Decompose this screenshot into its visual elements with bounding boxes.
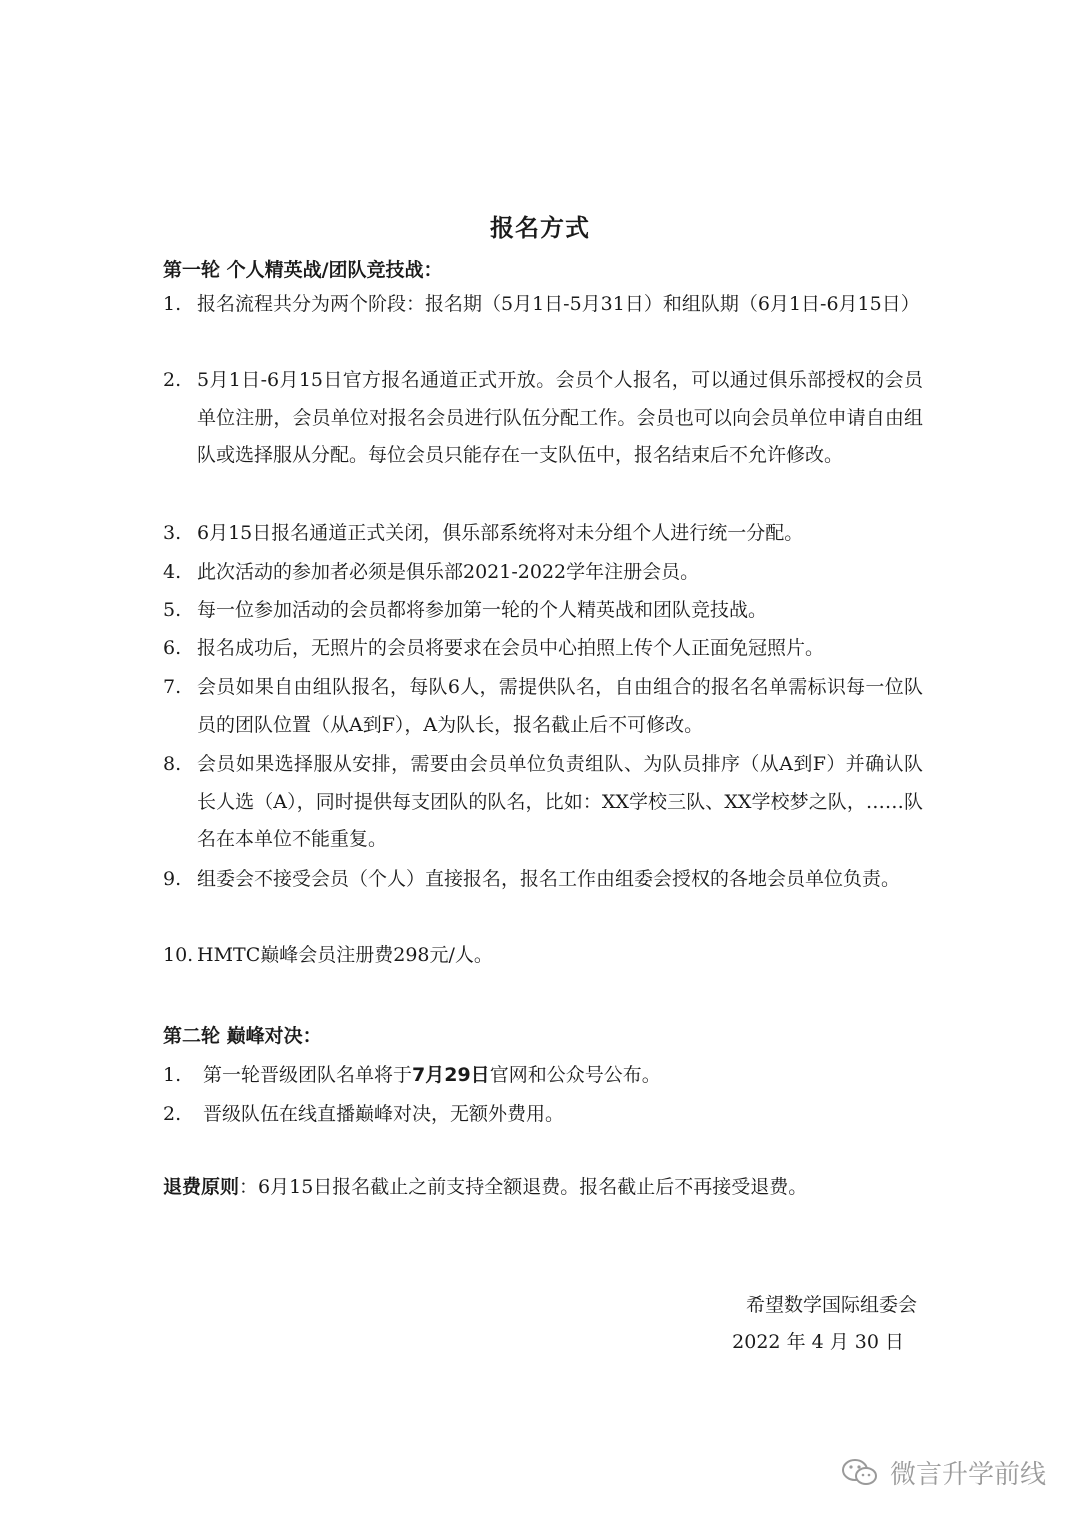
item-text: HMTC巅峰会员注册费298元/人。: [197, 944, 493, 966]
list-item: [163, 1099, 564, 1126]
list-item: [163, 630, 923, 668]
list-item: [163, 554, 923, 592]
item-number: 9.: [163, 868, 182, 890]
list-item: [163, 669, 923, 744]
item-number: 7.: [163, 676, 182, 698]
wechat-icon: [840, 1457, 880, 1489]
announce-date: 7月29日: [412, 1064, 490, 1086]
list-item: [163, 362, 923, 475]
list-item: [163, 515, 923, 553]
round2-heading: 第二轮 巅峰对决：: [163, 1025, 322, 1047]
signature-date: 2022 年 4 月 30 日: [732, 1331, 904, 1353]
item-text: 5月1日-6月15日官方报名通道正式开放。会员个人报名，可以通过俱乐部授权的会员单位注册，会员单位对报名会员进行队伍分配工作。会员也可以向会员单位申请自由组队或选择服从分配。每位会员只能存在一支队伍中，报名结束后不允许修改。: [197, 369, 923, 466]
item-text: 晋级队伍在线直播巅峰对决，无额外费用。: [203, 1103, 565, 1125]
list-item: [163, 1060, 661, 1087]
item-text: 6月15日报名通道正式关闭，俱乐部系统将对未分组个人进行统一分配。: [197, 522, 804, 544]
refund-text: ：6月15日报名截止之前支持全额退费。报名截止后不再接受退费。: [239, 1176, 808, 1198]
list-item: [163, 286, 923, 324]
refund-policy: [163, 1172, 807, 1199]
item-text: 此次活动的参加者必须是俱乐部2021-2022学年注册会员。: [197, 561, 700, 583]
list-item: [163, 592, 923, 630]
item-number: 10.: [163, 944, 194, 966]
item-number: 2.: [163, 1103, 182, 1125]
refund-label: 退费原则: [163, 1176, 240, 1198]
item-text: 每一位参加活动的会员都将参加第一轮的个人精英战和团队竞技战。: [197, 599, 768, 621]
item-text: 报名成功后，无照片的会员将要求在会员中心拍照上传个人正面免冠照片。: [197, 637, 825, 659]
round1-heading: 第一轮 个人精英战/团队竞技战：: [163, 259, 443, 281]
item-text: 组委会不接受会员（个人）直接报名，报名工作由组委会授权的各地会员单位负责。: [197, 868, 901, 890]
item-number: 5.: [163, 599, 182, 621]
item-number: 8.: [163, 753, 182, 775]
item-text: 会员如果选择服从安排，需要由会员单位负责组队、为队员排序（从A到F）并确认队长人选（A），同时提供每支团队的队名，比如：XX学校三队、XX学校梦之队，……队名在本单位不能重复。: [197, 753, 923, 850]
item-number: 1.: [163, 1064, 182, 1086]
item-number: 3.: [163, 522, 182, 544]
watermark: [840, 1454, 1046, 1491]
item-number: 4.: [163, 561, 182, 583]
item-number: 6.: [163, 637, 182, 659]
page-title: 报名方式: [490, 214, 590, 242]
item-text: 官网和公众号公布。: [489, 1064, 661, 1086]
item-text: 会员如果自由组队报名，每队6人，需提供队名，自由组合的报名名单需标识每一位队员的团队位置（从A到F），A为队长，报名截止后不可修改。: [197, 676, 923, 736]
item-text: 报名流程共分为两个阶段：报名期（5月1日-5月31日）和组队期（6月1日-6月15日）: [197, 293, 920, 315]
list-item: [163, 861, 923, 899]
list-item: [163, 746, 923, 859]
item-number: 2.: [163, 369, 182, 391]
signature-org: 希望数学国际组委会: [745, 1294, 917, 1316]
list-item: [163, 937, 923, 975]
item-number: 1.: [163, 293, 182, 315]
item-text: 第一轮晋级团队名单将于: [203, 1064, 413, 1086]
watermark-text: 微言升学前线: [889, 1460, 1046, 1490]
